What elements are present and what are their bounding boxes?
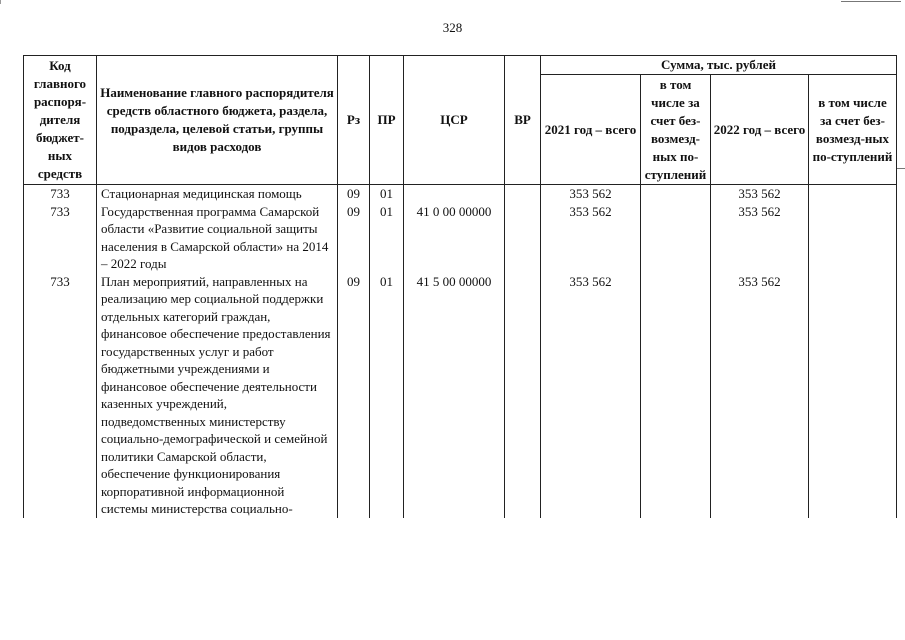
cell-pr: 01: [370, 185, 404, 203]
cell-vr: [505, 273, 541, 518]
cell-2022-free: [809, 273, 897, 518]
header-rz: Рз: [338, 56, 370, 185]
header-2021-free: в том числе за счет без-возмезд-ных по-ступлений: [641, 75, 711, 185]
cell-name: План мероприятий, направленных на реализацию мер социальной поддержки отдельных категорий граждан, финансовое обеспечение предоставления государственных услуг и работ бюджетными учреждениями и финансовое обеспечение деятельности казенных учреждений, подведомственных министерству социально-демографической и семейной политики Самарской области, обеспечение функционирования корпоративной информационной системы министерства социально-: [97, 273, 338, 518]
header-2022-total: 2022 год – всего: [711, 75, 809, 185]
cell-name: Стационарная медицинская помощь: [97, 185, 338, 203]
scan-artifact-corner: [0, 0, 5, 4]
page-number: 328: [442, 20, 463, 35]
header-2022-free: в том числе за счет без-возмезд-ных по-ступлений: [809, 75, 897, 185]
cell-rz: 09: [338, 273, 370, 518]
cell-name: Государственная программа Самарской области «Развитие социальной защиты населения в Самарской области» на 2014 – 2022 годы: [97, 203, 338, 273]
cell-vr: [505, 203, 541, 273]
cell-2022-free: [809, 203, 897, 273]
header-row-top: [24, 56, 897, 75]
table-row: [24, 273, 897, 518]
cell-csr: [404, 185, 505, 203]
cell-csr: 41 5 00 00000: [404, 273, 505, 518]
header-code: Код главного распоря-дителя бюджет-ных средств: [24, 56, 97, 185]
cell-rz: 09: [338, 203, 370, 273]
cell-2021-free: [641, 203, 711, 273]
header-pr: ПР: [370, 56, 404, 185]
header-sum: Сумма, тыс. рублей: [541, 56, 897, 75]
cell-code: 733: [24, 273, 97, 518]
cell-2021-total: 353 562: [541, 185, 641, 203]
header-2021-total: 2021 год – всего: [541, 75, 641, 185]
cell-pr: 01: [370, 203, 404, 273]
cell-csr: 41 0 00 00000: [404, 203, 505, 273]
table-row: [24, 203, 897, 273]
cell-2021-total: 353 562: [541, 273, 641, 518]
cell-2022-total: 353 562: [711, 203, 809, 273]
header-csr: ЦСР: [404, 56, 505, 185]
table-row: [24, 185, 897, 203]
cell-2022-total: 353 562: [711, 185, 809, 203]
header-vr: ВР: [505, 56, 541, 185]
cell-vr: [505, 185, 541, 203]
cell-2021-free: [641, 185, 711, 203]
scan-artifact-line-top: [841, 1, 901, 2]
header-name: Наименование главного распорядителя средств областного бюджета, раздела, подраздела, целевой статьи, группы видов расходов: [97, 56, 338, 185]
cell-code: 733: [24, 185, 97, 203]
cell-rz: 09: [338, 185, 370, 203]
scan-artifact-line-right: [896, 168, 905, 169]
cell-2022-total: 353 562: [711, 273, 809, 518]
cell-2021-free: [641, 273, 711, 518]
cell-code: 733: [24, 203, 97, 273]
cell-2021-total: 353 562: [541, 203, 641, 273]
budget-table: [23, 55, 897, 518]
cell-pr: 01: [370, 273, 404, 518]
cell-2022-free: [809, 185, 897, 203]
